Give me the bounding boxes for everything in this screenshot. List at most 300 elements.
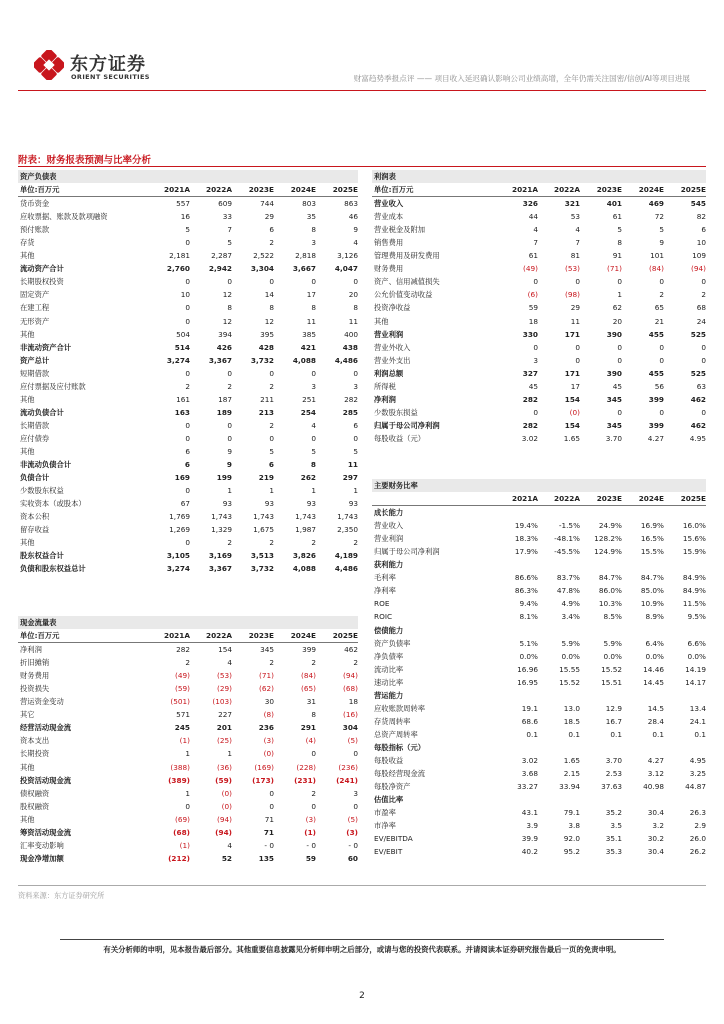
cell-value: (98) <box>565 290 580 300</box>
table-row <box>18 747 358 760</box>
cell-value <box>190 170 232 183</box>
cell-value: 18.5 <box>563 716 580 726</box>
cell-value <box>496 689 538 702</box>
cell-value: (0) <box>221 801 232 811</box>
cell-value: 18 <box>528 316 538 326</box>
cell-value: 2025E <box>664 492 706 506</box>
cell-value: 291 <box>300 723 316 733</box>
cell-value: 0 <box>185 316 190 326</box>
table-row <box>372 819 706 832</box>
cell-value: 9.5% <box>687 612 706 622</box>
cell-value: 571 <box>176 710 190 720</box>
cell-value: 83.7% <box>556 573 580 583</box>
cell-value: 3.9 <box>526 821 538 831</box>
cell-value: 5 <box>185 225 190 235</box>
table-title-row <box>18 170 358 183</box>
table-row <box>372 741 706 754</box>
cell-value <box>538 558 580 571</box>
cell-value: 326 <box>522 199 538 209</box>
row-label: 营业利润 <box>374 534 404 544</box>
cell-value: 3.02 <box>521 755 538 765</box>
cell-value: 2023E <box>580 183 622 197</box>
cell-value: 20 <box>348 290 358 300</box>
cell-value: (0) <box>263 749 274 759</box>
row-label: ROE <box>374 599 390 609</box>
table-row <box>372 354 706 367</box>
cell-value: 52 <box>221 853 232 863</box>
cell-value: 9 <box>353 225 358 235</box>
cell-value <box>580 741 622 754</box>
cell-value: 30.2 <box>647 834 664 844</box>
row-label: 每股收益 <box>374 755 404 765</box>
cell-value: 0 <box>269 433 274 443</box>
row-label <box>372 492 496 506</box>
cell-value: 3,274 <box>166 564 190 574</box>
cell-value: 0 <box>185 801 190 811</box>
row-label: 其他 <box>20 329 35 339</box>
cell-value: 0.1 <box>652 729 664 739</box>
cash-flow-table <box>18 616 358 865</box>
cell-value <box>232 616 274 629</box>
cell-value: 3,367 <box>208 355 232 365</box>
table-row <box>372 793 706 806</box>
cell-value: 400 <box>344 329 358 339</box>
cell-value: 1,675 <box>253 525 274 535</box>
row-label: 资产负债表 <box>18 170 148 183</box>
cell-value: 514 <box>174 342 190 352</box>
cell-value: 330 <box>522 329 538 339</box>
cell-value <box>580 558 622 571</box>
table-row <box>372 506 706 520</box>
cell-value: 82 <box>696 212 706 222</box>
row-label: 预付账款 <box>20 225 50 235</box>
row-label: 应付债券 <box>20 433 50 443</box>
cell-value: 79.1 <box>563 808 580 818</box>
cell-value: 321 <box>564 199 580 209</box>
cell-value: 12 <box>264 316 274 326</box>
cell-value: 0 <box>185 486 190 496</box>
cell-value: 3,732 <box>250 564 274 574</box>
cell-value <box>664 506 706 520</box>
cell-value: 2,760 <box>166 264 190 274</box>
cell-value: 6 <box>268 460 274 470</box>
cell-value: 16.7 <box>605 716 622 726</box>
cell-value: 2021A <box>496 183 538 197</box>
cell-value: (389) <box>168 775 190 785</box>
table-row <box>372 223 706 236</box>
cell-value: 3,513 <box>250 551 274 561</box>
cell-value: 0.0% <box>687 651 706 661</box>
row-label: 汇率变动影响 <box>20 840 64 850</box>
cell-value: 67 <box>180 499 190 509</box>
cell-value: 0 <box>575 342 580 352</box>
table-row <box>18 458 358 471</box>
cell-value <box>664 479 706 492</box>
cell-value: 0 <box>311 368 316 378</box>
row-label: 现金净增加额 <box>20 853 64 863</box>
table-row <box>18 249 358 262</box>
cell-value: 84.9% <box>682 586 706 596</box>
cell-value: 24.9% <box>598 521 622 531</box>
cell-value: 3 <box>353 381 358 391</box>
cell-value <box>496 479 538 492</box>
cell-value: 15.55 <box>559 664 580 674</box>
cell-value: 14.19 <box>685 664 706 674</box>
cell-value: 557 <box>176 199 190 209</box>
cell-value: 21 <box>654 316 664 326</box>
table-row <box>18 774 358 787</box>
table-row <box>18 708 358 721</box>
cell-value: 254 <box>300 407 316 417</box>
row-label: 长期借款 <box>20 420 50 430</box>
cell-value: 525 <box>690 368 706 378</box>
cell-value: 37.63 <box>601 782 622 792</box>
cell-value: 14.5 <box>647 703 664 713</box>
cell-value: 95.2 <box>563 847 580 857</box>
cell-value: 282 <box>522 420 538 430</box>
cell-value: 9.4% <box>519 599 538 609</box>
cell-value: 0.0% <box>645 651 664 661</box>
cell-value: 285 <box>342 407 358 417</box>
row-label: 营业成本 <box>374 212 404 222</box>
row-label: 现金流量表 <box>18 616 148 629</box>
row-label: 其他 <box>20 251 35 261</box>
table-row <box>18 210 358 223</box>
table-row <box>18 523 358 536</box>
row-label: EV/EBIT <box>374 847 403 857</box>
row-label: 资产、信用减值损失 <box>374 277 440 287</box>
cell-value: 0 <box>269 801 274 811</box>
row-label: 资本支出 <box>20 736 50 746</box>
cell-value: 1,987 <box>295 525 316 535</box>
row-label: 无形资产 <box>20 316 50 326</box>
table-row <box>18 393 358 406</box>
cell-value: 2,181 <box>169 251 190 261</box>
cell-value: 3.70 <box>605 755 622 765</box>
cell-value: 282 <box>176 645 190 655</box>
cell-value: 0 <box>353 277 358 287</box>
section-divider <box>18 166 706 167</box>
cell-value: 1 <box>269 486 274 496</box>
cell-value: 0 <box>185 303 190 313</box>
cell-value: 43.1 <box>521 808 538 818</box>
cell-value: 5 <box>659 225 664 235</box>
cell-value: 0 <box>617 342 622 352</box>
row-label: 其他 <box>20 446 35 456</box>
cell-value <box>496 506 538 520</box>
cell-value: 0 <box>269 788 274 798</box>
row-label: 其他 <box>374 316 389 326</box>
row-label: 营运资金变动 <box>20 697 64 707</box>
cell-value: 0 <box>353 749 358 759</box>
cell-value: 91 <box>612 251 622 261</box>
cell-value: 0.0% <box>519 651 538 661</box>
cell-value: 2023E <box>580 492 622 506</box>
cell-value: 2,942 <box>208 264 232 274</box>
row-label: 投资损失 <box>20 684 50 694</box>
row-label: 成长能力 <box>374 508 404 518</box>
table-row <box>18 367 358 380</box>
cell-value: 18 <box>348 697 358 707</box>
cell-value: 109 <box>692 251 706 261</box>
cell-value: (25) <box>217 736 232 746</box>
cell-value: 0 <box>311 433 316 443</box>
cell-value: 390 <box>606 368 622 378</box>
row-label: 长期股权投资 <box>20 277 64 287</box>
cell-value: (5) <box>347 736 358 746</box>
row-label: 资产总计 <box>20 355 50 365</box>
table-row <box>18 262 358 275</box>
cell-value: 0 <box>701 277 706 287</box>
table-row <box>18 656 358 669</box>
row-label: 每股经营现金流 <box>374 769 426 779</box>
cell-value: 2024E <box>274 183 316 197</box>
cell-value: 399 <box>302 645 316 655</box>
cell-value: 4,047 <box>334 264 358 274</box>
report-title: 财富趋势季报点评 —— 项目收入延迟确认影响公司业绩高增，全年仍需关注国密/信创/AI等项目进展 <box>353 74 690 83</box>
cell-value: 421 <box>300 342 316 352</box>
cell-value: (4) <box>305 736 316 746</box>
cell-value: 399 <box>648 420 664 430</box>
table-title-row <box>372 479 706 492</box>
cell-value: 10.9% <box>640 599 664 609</box>
cell-value: 9 <box>659 238 664 248</box>
row-label: 应付票据及应付账款 <box>20 381 86 391</box>
cell-value: 40.2 <box>521 847 538 857</box>
cell-value <box>622 506 664 520</box>
cell-value: 0 <box>227 368 232 378</box>
cell-value: 1 <box>353 486 358 496</box>
table-row <box>372 275 706 288</box>
cell-value: 16.9% <box>640 521 664 531</box>
cell-value: 8.5% <box>603 612 622 622</box>
cell-value: 4 <box>227 658 232 668</box>
cell-value: 1,769 <box>169 512 190 522</box>
table-row <box>372 210 706 223</box>
cell-value: -1.5% <box>558 521 580 531</box>
cell-value: 2021A <box>496 492 538 506</box>
cell-value: 8 <box>269 303 274 313</box>
row-label: 主要财务比率 <box>372 479 496 492</box>
cell-value: 39.9 <box>521 834 538 844</box>
table-row <box>372 380 706 393</box>
row-label: 财务费用 <box>20 671 50 681</box>
cell-value: 8 <box>227 303 232 313</box>
cell-value: 5.1% <box>519 638 538 648</box>
row-label: 公允价值变动收益 <box>374 290 433 300</box>
cell-value: 56 <box>654 381 664 391</box>
cell-value: (3) <box>305 814 316 824</box>
cell-value: 3 <box>311 381 316 391</box>
cell-value: 2022A <box>190 629 232 643</box>
cell-value: 15.52 <box>601 664 622 674</box>
cell-value: 29 <box>264 212 274 222</box>
cell-value: (5) <box>347 814 358 824</box>
row-label: 单位:百万元 <box>18 183 148 197</box>
table-row <box>18 852 358 865</box>
table-row <box>372 328 706 341</box>
cell-value: 2024E <box>274 629 316 643</box>
row-label: 净利润 <box>374 394 396 404</box>
cell-value: 2025E <box>316 183 358 197</box>
cell-value: (388) <box>170 762 190 772</box>
cell-value: 2.15 <box>563 769 580 779</box>
table-row <box>372 315 706 328</box>
cell-value: 2 <box>311 538 316 548</box>
cell-value: 4 <box>575 225 580 235</box>
cell-value <box>148 616 190 629</box>
cell-value: 30 <box>264 697 274 707</box>
cell-value: 20 <box>612 316 622 326</box>
table-row <box>18 800 358 813</box>
cell-value: (71) <box>607 264 622 274</box>
table-row <box>18 275 358 288</box>
cell-value: 92.0 <box>563 834 580 844</box>
table-row <box>18 734 358 747</box>
cell-value: (16) <box>343 710 358 720</box>
cell-value: 31 <box>306 697 316 707</box>
table-row <box>18 288 358 301</box>
row-label: 流动比率 <box>374 664 404 674</box>
cell-value: (3) <box>346 827 358 837</box>
cell-value: 135 <box>258 853 274 863</box>
cell-value: (84) <box>301 671 316 681</box>
cell-value: 3,169 <box>208 551 232 561</box>
cell-value <box>190 616 232 629</box>
table-row <box>18 536 358 549</box>
cell-value: 2 <box>701 290 706 300</box>
table-row <box>372 288 706 301</box>
cell-value: 399 <box>648 394 664 404</box>
cell-value: 1 <box>227 749 232 759</box>
table-header-row <box>372 183 706 197</box>
cell-value <box>664 793 706 806</box>
cell-value: 3.2 <box>652 821 664 831</box>
cell-value: 85.0% <box>640 586 664 596</box>
cell-value: 15.51 <box>601 677 622 687</box>
table-row <box>372 806 706 819</box>
cell-value: 1,269 <box>169 525 190 535</box>
logo-english-name: ORIENT SECURITIES <box>71 73 150 81</box>
table-row <box>18 562 358 575</box>
source-divider <box>18 885 706 886</box>
cell-value: 462 <box>344 645 358 655</box>
row-label: 经营活动现金流 <box>20 723 72 733</box>
table-row <box>18 721 358 734</box>
cell-value: 161 <box>176 394 190 404</box>
cell-value: 61 <box>528 251 538 261</box>
cell-value: 171 <box>564 329 580 339</box>
cell-value: 19.4% <box>514 521 538 531</box>
row-label: 其它 <box>20 710 35 720</box>
cell-value: 345 <box>260 645 274 655</box>
cell-value: 3.02 <box>521 433 538 443</box>
row-label: 投资净收益 <box>374 303 411 313</box>
table-row <box>372 754 706 767</box>
cell-value: 5 <box>227 238 232 248</box>
table-row <box>18 315 358 328</box>
table-row <box>18 445 358 458</box>
cell-value: 13.0 <box>563 703 580 713</box>
row-label: 折旧摊销 <box>20 658 50 668</box>
cell-value <box>622 558 664 571</box>
cell-value: 26.3 <box>689 808 706 818</box>
cell-value: 3,732 <box>250 355 274 365</box>
cell-value: 0.0% <box>603 651 622 661</box>
cell-value: 2 <box>269 238 274 248</box>
cell-value: 59 <box>305 853 316 863</box>
table-row <box>372 584 706 597</box>
cell-value: 3,274 <box>166 355 190 365</box>
cell-value: 282 <box>344 394 358 404</box>
cell-value: (94) <box>217 814 232 824</box>
table-row <box>372 676 706 689</box>
table-row <box>372 832 706 845</box>
cell-value: 15.5% <box>640 547 664 557</box>
footer-divider <box>60 939 664 940</box>
cell-value <box>538 506 580 520</box>
footer-disclaimer: 有关分析师的申明，见本报告最后部分。其他重要信息披露见分析师申明之后部分，或请与您的投资代表联系。并请阅读本证券研究报告最后一页的免责申明。 <box>103 945 621 954</box>
cell-value: 16.0% <box>682 521 706 531</box>
row-label: 负债合计 <box>20 473 50 483</box>
cell-value: 86.6% <box>514 573 538 583</box>
cell-value: 17 <box>306 290 316 300</box>
cell-value: 63 <box>696 381 706 391</box>
cell-value: 2.53 <box>605 769 622 779</box>
cell-value <box>664 689 706 702</box>
cell-value <box>580 170 622 183</box>
cell-value: 3.8 <box>568 821 580 831</box>
row-label: 长期投资 <box>20 749 50 759</box>
cell-value: 15.52 <box>559 677 580 687</box>
cell-value: 17.9% <box>514 547 538 557</box>
cell-value <box>664 624 706 637</box>
cell-value: 1,329 <box>211 525 232 535</box>
cell-value: 8 <box>311 303 316 313</box>
cell-value <box>538 689 580 702</box>
cell-value: 30.4 <box>647 808 664 818</box>
cell-value: 7 <box>227 225 232 235</box>
cell-value: 345 <box>606 394 622 404</box>
cell-value: 0 <box>659 277 664 287</box>
cell-value <box>496 170 538 183</box>
table-row <box>18 826 358 839</box>
cell-value: 6.6% <box>687 638 706 648</box>
cell-value <box>274 616 316 629</box>
cell-value <box>664 558 706 571</box>
cell-value: 11 <box>347 460 358 470</box>
cell-value: (53) <box>217 671 232 681</box>
cell-value: 19.1 <box>521 703 538 713</box>
row-label: 归属于母公司净利润 <box>374 547 440 557</box>
row-label: 少数股东权益 <box>20 486 64 496</box>
row-label: 存货周转率 <box>374 716 411 726</box>
cell-value: 4,088 <box>292 355 316 365</box>
cell-value: 0 <box>533 407 538 417</box>
cell-value: 60 <box>347 853 358 863</box>
cell-value: 0.1 <box>694 729 706 739</box>
cell-value: 2024E <box>622 183 664 197</box>
cell-value: 154 <box>564 420 580 430</box>
cell-value: 101 <box>650 251 664 261</box>
cell-value: (94) <box>215 827 232 837</box>
cell-value <box>148 170 190 183</box>
table-row <box>372 432 706 445</box>
table-row <box>372 532 706 545</box>
table-row <box>372 249 706 262</box>
cell-value: 6.4% <box>645 638 664 648</box>
cell-value: (1) <box>304 827 316 837</box>
